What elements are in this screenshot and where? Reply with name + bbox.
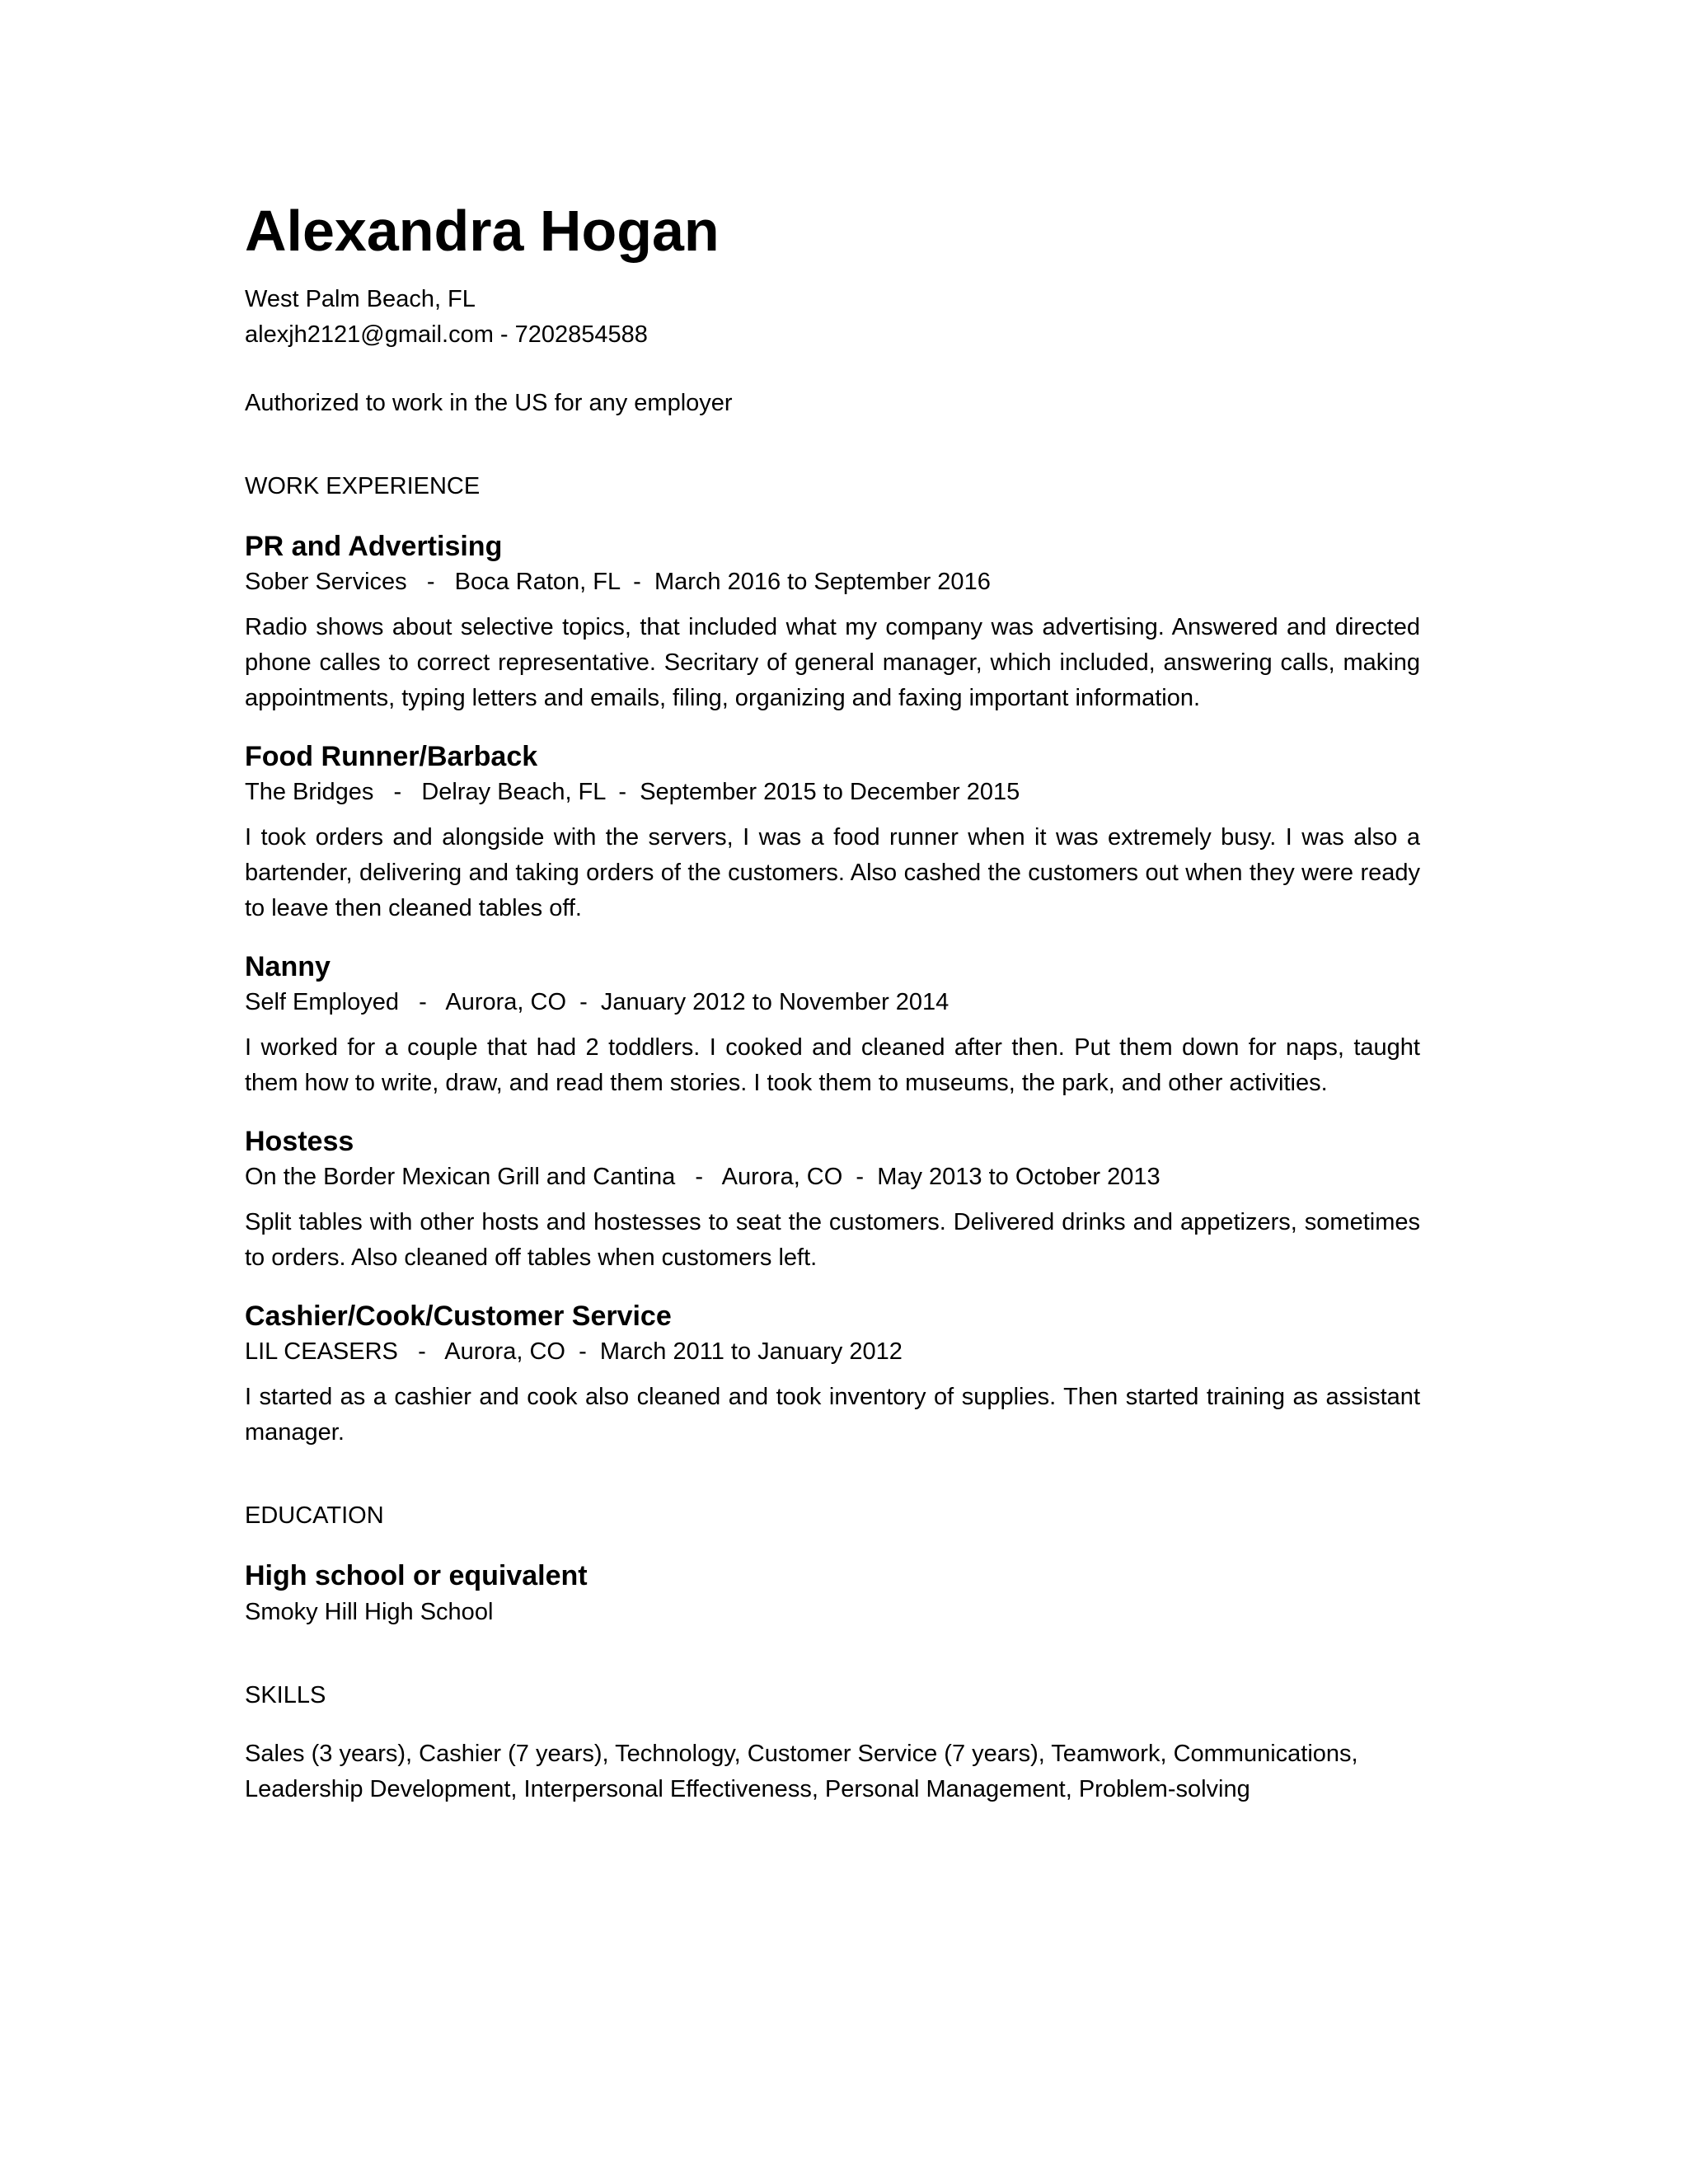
resume-content xyxy=(245,198,1420,1807)
education-entry xyxy=(245,1557,1420,1630)
job-title: Nanny xyxy=(245,951,331,982)
job-description: I took orders and alongside with the servers, I was a food runner when it was extremely busy. I was also a bartender, delivering and taking orders of the customers. Also cashed the customers out when they were ready to leave then cleaned tables off. xyxy=(245,824,1420,921)
job-title: Cashier/Cook/Customer Service xyxy=(245,1301,672,1332)
job-meta: LIL CEASERS - Aurora, CO - March 2011 to January 2012 xyxy=(245,1338,903,1365)
education-heading: EDUCATION xyxy=(245,1502,384,1529)
job-meta: On the Border Mexican Grill and Cantina - Aurora, CO - May 2013 to October 2013 xyxy=(245,1164,1160,1190)
skills-list: Sales (3 years), Cashier (7 years), Technology, Customer Service (7 years), Teamwork, Communications, Leadership Development, Interpersonal Effectiveness, Personal Management, Problem-solving xyxy=(245,1741,1358,1802)
job-description: Radio shows about selective topics, that included what my company was advertising. Answered and directed phone calles to correct representative. Secritary of general manager, which included, answering calls, making appointments, typing letters and emails, filing, organizing and faxing important information. xyxy=(245,614,1420,711)
job-description: Split tables with other hosts and hostesses to seat the customers. Delivered drinks and appetizers, sometimes to orders. Also cleaned off tables when customers left. xyxy=(245,1209,1420,1271)
job-meta: Self Employed - Aurora, CO - January 2012 to November 2014 xyxy=(245,989,950,1015)
job-entry xyxy=(245,527,1420,716)
job-description: I worked for a couple that had 2 toddlers. I cooked and cleaned after then. Put them down for naps, taught them how to write, draw, and read them stories. I took them to museums, the park, and other activities. xyxy=(245,1034,1420,1096)
job-entry xyxy=(245,1122,1420,1276)
job-meta: The Bridges - Delray Beach, FL - September 2015 to December 2015 xyxy=(245,779,1020,805)
job-title: PR and Advertising xyxy=(245,531,503,562)
contact-text: alexjh2121@gmail.com - 7202854588 xyxy=(245,321,648,348)
skills-heading: SKILLS xyxy=(245,1682,326,1708)
job-description: I started as a cashier and cook also cleaned and took inventory of supplies. Then started training as assistant manager. xyxy=(245,1384,1420,1446)
job-entry xyxy=(245,948,1420,1101)
work-authorization: Authorized to work in the US for any employer xyxy=(245,390,733,416)
job-entry xyxy=(245,738,1420,926)
job-entry xyxy=(245,1297,1420,1451)
candidate-name: Alexandra Hogan xyxy=(245,199,720,263)
job-title: Hostess xyxy=(245,1126,354,1157)
location-text: West Palm Beach, FL xyxy=(245,286,476,312)
degree-title: High school or equivalent xyxy=(245,1560,588,1591)
job-title: Food Runner/Barback xyxy=(245,741,538,772)
school-name: Smoky Hill High School xyxy=(245,1599,494,1625)
work-experience-heading: WORK EXPERIENCE xyxy=(245,473,481,499)
job-meta: Sober Services - Boca Raton, FL - March 2016 to September 2016 xyxy=(245,569,991,595)
